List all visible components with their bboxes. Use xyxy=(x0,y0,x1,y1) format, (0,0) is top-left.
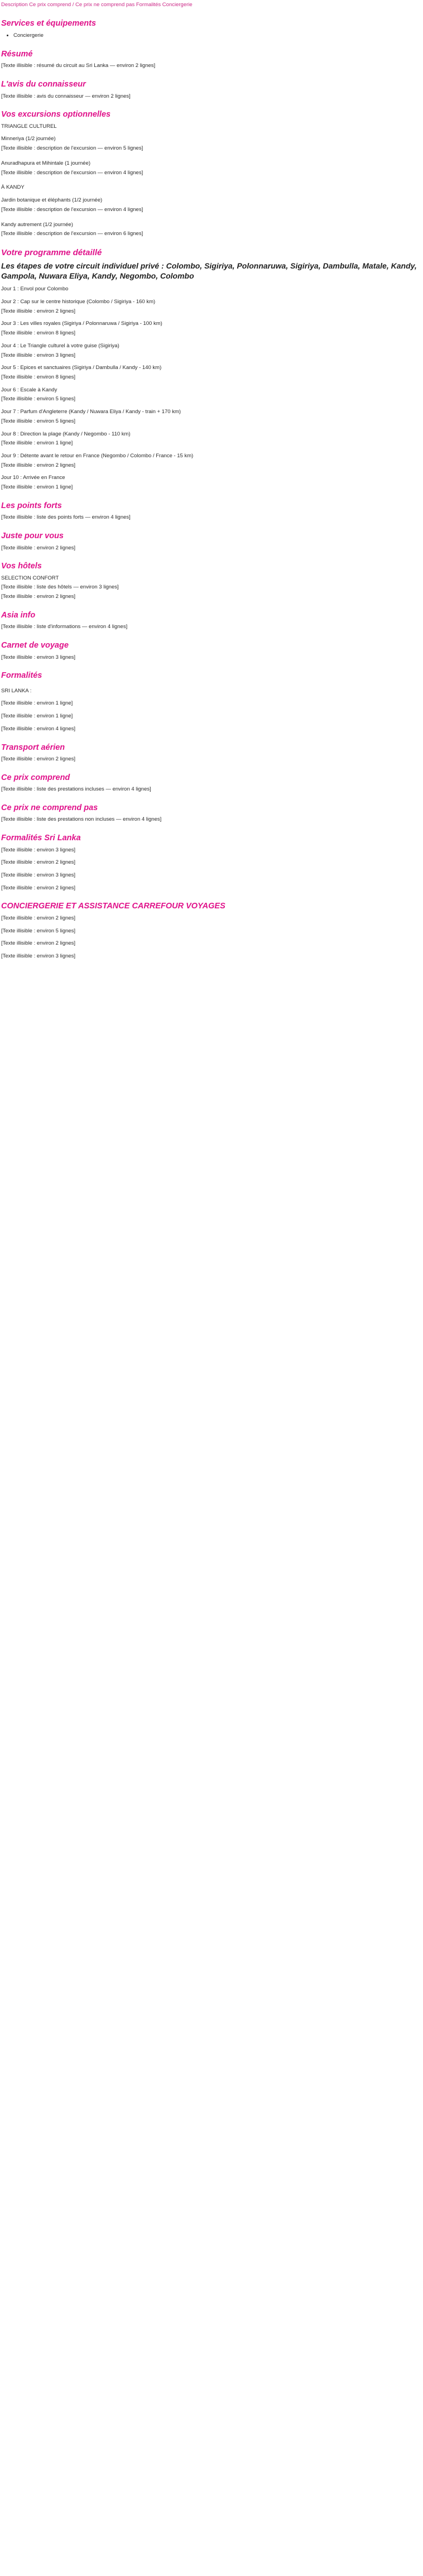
comprend-line: [Texte illisible : liste des prestations incluses — environ 4 lignes] xyxy=(1,786,151,793)
fsl-line: [Texte illisible : environ 2 lignes] xyxy=(1,859,76,866)
points-forts-title: Les points forts xyxy=(1,501,62,510)
day-title: Jour 6 : Escale à Kandy xyxy=(1,386,57,393)
formalites-title: Formalités xyxy=(1,671,42,681)
programme-days xyxy=(1,285,420,492)
resume-title: Résumé xyxy=(1,49,33,59)
tab-links[interactable]: Description Ce prix comprend / Ce prix ne comprend pas Formalités Conciergerie xyxy=(1,2,193,8)
formalites-sri-lanka-section xyxy=(1,832,420,892)
carnet-section xyxy=(1,639,420,662)
carnet-title: Carnet de voyage xyxy=(1,641,69,650)
services-list xyxy=(1,32,420,40)
option-group-name: Kandy autrement (1/2 journée) xyxy=(1,221,73,228)
asia-info-title: Asia info xyxy=(1,610,36,620)
ne-comprend-pas-section xyxy=(1,802,420,824)
asia-info-line: [Texte illisible : liste d'informations — environ 4 lignes] xyxy=(1,624,128,630)
day-title: Jour 4 : Le Triangle culturel à votre guise (Sigiriya) xyxy=(1,342,119,349)
option-line: [Texte illisible : description de l'excursion — environ 6 lignes] xyxy=(1,231,143,237)
options-section xyxy=(1,108,420,238)
programme-section xyxy=(1,246,420,492)
option-line: [Texte illisible : description de l'excursion — environ 5 lignes] xyxy=(1,145,143,152)
hotels-section xyxy=(1,560,420,601)
option-line: Minneriya (1/2 journée) xyxy=(1,136,56,142)
juste-pour-vous-text: [Texte illisible : environ 2 lignes] xyxy=(1,544,76,551)
fsl-line: [Texte illisible : environ 3 lignes] xyxy=(1,846,76,853)
day-text: [Texte illisible : environ 2 lignes] xyxy=(1,308,76,314)
day-title: Jour 3 : Les villes royales (Sigiriya / Polonnaruwa / Sigiriya - 100 km) xyxy=(1,320,162,327)
day-title: Jour 1 : Envol pour Colombo xyxy=(1,286,69,293)
day-text: [Texte illisible : environ 3 lignes] xyxy=(1,352,76,358)
option-group-name: Anuradhapura et Mihintale (1 journée) xyxy=(1,160,91,166)
avis-title: L'avis du connaisseur xyxy=(1,80,86,89)
transport-title: Transport aérien xyxy=(1,743,65,752)
option-line: [Texte illisible : description de l'excursion — environ 4 lignes] xyxy=(1,206,143,213)
formalites-line: [Texte illisible : environ 4 lignes] xyxy=(1,725,76,732)
hotels-line: [Texte illisible : environ 2 lignes] xyxy=(1,593,76,600)
ne-comprend-pas-title: Ce prix ne comprend pas xyxy=(1,803,98,812)
services-title: Services et équipements xyxy=(1,18,97,28)
fsl-line: [Texte illisible : environ 2 lignes] xyxy=(1,884,76,891)
conciergerie-line: [Texte illisible : environ 5 lignes] xyxy=(1,927,76,934)
formalites-line: SRI LANKA : xyxy=(1,687,32,694)
formalites-line: [Texte illisible : environ 1 ligne] xyxy=(1,700,73,707)
day-text: [Texte illisible : environ 5 lignes] xyxy=(1,396,76,403)
services-item: • Conciergerie xyxy=(13,32,420,40)
hotels-line: [Texte illisible : liste des hôtels — environ 3 lignes] xyxy=(1,584,119,591)
carnet-text: [Texte illisible : environ 3 lignes] xyxy=(1,654,76,660)
asia-info-section xyxy=(1,609,420,631)
formalites-line: [Texte illisible : environ 1 ligne] xyxy=(1,713,73,720)
ce-prix-comprend-title: Ce prix comprend xyxy=(1,773,70,782)
programme-title: Votre programme détaillé xyxy=(1,247,102,257)
day-title: Jour 7 : Parfum d'Angleterre (Kandy / Nuwara Eliya / Kandy - train + 170 km) xyxy=(1,409,181,415)
programme-subtitle: Les étapes de votre circuit individuel privé : Colombo, Sigiriya, Polonnaruwa, Sigiriya, Dambulla, Matale, Kandy, Gampola, Nuwara Eliya, Kandy, Negombo, Colombo xyxy=(1,261,417,280)
fsl-line: [Texte illisible : environ 3 lignes] xyxy=(1,872,76,879)
day-title: Jour 10 : Arrivée en France xyxy=(1,475,65,481)
points-forts-section xyxy=(1,500,420,522)
conciergerie-line: [Texte illisible : environ 2 lignes] xyxy=(1,914,76,921)
hotels-line: SELECTION CONFORT xyxy=(1,574,59,581)
formalites-section xyxy=(1,669,420,733)
day-title: Jour 8 : Direction la plage (Kandy / Negombo - 110 km) xyxy=(1,430,131,437)
day-title: Jour 9 : Détente avant le retour en France (Negombo / Colombo / France - 15 km) xyxy=(1,452,194,459)
options-title: Vos excursions optionnelles xyxy=(1,110,111,119)
formalites-sri-lanka-title: Formalités Sri Lanka xyxy=(1,834,81,843)
ce-prix-comprend-section xyxy=(1,772,420,794)
resume-text: [Texte illisible : résumé du circuit au Sri Lanka — environ 2 lignes] xyxy=(1,63,156,69)
option-group-name: TRIANGLE CULTUREL xyxy=(1,123,57,130)
day-text: [Texte illisible : environ 1 ligne] xyxy=(1,440,73,447)
day-text: [Texte illisible : environ 2 lignes] xyxy=(1,462,76,468)
conciergerie-line: [Texte illisible : environ 2 lignes] xyxy=(1,940,76,947)
hotels-title: Vos hôtels xyxy=(1,562,42,571)
conciergerie-line: [Texte illisible : environ 3 lignes] xyxy=(1,953,76,960)
day-text: [Texte illisible : environ 5 lignes] xyxy=(1,418,76,424)
day-title: Jour 5 : Epices et sanctuaires (Sigiriya / Dambulla / Kandy - 140 km) xyxy=(1,365,162,371)
avis-section xyxy=(1,78,420,100)
juste-pour-vous-title: Juste pour vous xyxy=(1,532,64,541)
avis-text: [Texte illisible : avis du connaisseur — environ 2 lignes] xyxy=(1,93,131,99)
page xyxy=(0,0,421,975)
services-section xyxy=(1,17,420,40)
option-line: [Texte illisible : description de l'excursion — environ 4 lignes] xyxy=(1,169,143,176)
conciergerie-section xyxy=(1,900,420,960)
option-line: Jardin botanique et éléphants (1/2 journée) xyxy=(1,197,103,204)
conciergerie-title: CONCIERGERIE ET ASSISTANCE CARREFOUR VOYAGES xyxy=(1,902,225,911)
transport-line: [Texte illisible : environ 2 lignes] xyxy=(1,756,76,763)
ne-comprend-line: [Texte illisible : liste des prestations non incluses — environ 4 lignes] xyxy=(1,816,162,823)
day-title: Jour 2 : Cap sur le centre historique (Colombo / Sigiriya - 160 km) xyxy=(1,298,156,305)
resume-section xyxy=(1,48,420,70)
transport-section xyxy=(1,741,420,764)
juste-pour-vous-section xyxy=(1,530,420,552)
points-forts-line: [Texte illisible : liste des points forts — environ 4 lignes] xyxy=(1,514,131,521)
day-text: [Texte illisible : environ 8 lignes] xyxy=(1,330,76,337)
day-text: [Texte illisible : environ 8 lignes] xyxy=(1,374,76,380)
day-text: [Texte illisible : environ 1 ligne] xyxy=(1,484,73,491)
option-group-name: À KANDY xyxy=(1,184,25,191)
